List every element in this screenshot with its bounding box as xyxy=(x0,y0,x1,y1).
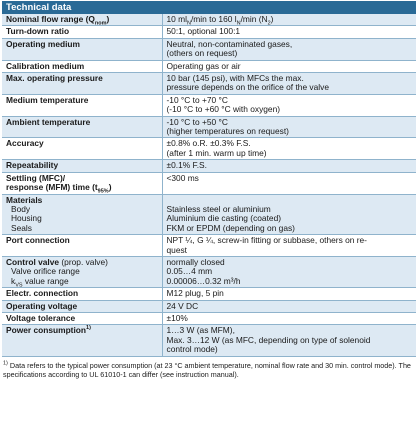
table-row xyxy=(2,73,416,95)
table-row xyxy=(2,60,416,72)
row-label: Nominal flow range $(Q_{nom})$ xyxy=(2,14,162,26)
row-label: Max. operating pressure xyxy=(2,73,162,95)
table-row xyxy=(2,138,416,160)
table-row xyxy=(2,235,416,257)
row-value: 24 V DC xyxy=(162,300,416,312)
table-row xyxy=(2,325,416,356)
row-value: Stainless steel or aluminium Aluminium die casting (coated) FKM or EPDM (depending on gas) xyxy=(162,194,416,235)
row-value: Neutral, non-contaminated gases, (others on request) xyxy=(162,38,416,60)
table-row xyxy=(2,26,416,38)
table-row xyxy=(2,256,416,287)
row-label: Operating voltage xyxy=(2,300,162,312)
table-row xyxy=(2,94,416,116)
table-row xyxy=(2,300,416,312)
table-header-title: Technical data xyxy=(2,1,416,14)
row-value: 10 bar (145 psi), with MFCs the max. pressure depends on the orifice of the valve xyxy=(162,73,416,95)
row-label: Port connection xyxy=(2,235,162,257)
row-label: Turn-down ratio xyxy=(2,26,162,38)
table-row xyxy=(2,194,416,235)
row-value: ±0.1% F.S. xyxy=(162,160,416,172)
table-body xyxy=(2,14,416,356)
row-label: Medium temperature xyxy=(2,94,162,116)
row-label: Ambient temperature xyxy=(2,116,162,138)
row-label: Voltage tolerance xyxy=(2,312,162,324)
footnote: $^{1)}$ Data refers to the typical power consumption (at 23 °C ambient temperature, nominal flow rate and 30 min. control mode). The specifications according to UL 61010-1 can differ (see instruction manual). xyxy=(3,360,411,379)
row-label: Power consumption$^{1)}$ xyxy=(2,325,162,356)
row-value: ±10% xyxy=(162,312,416,324)
row-value: M12 plug, 5 pin xyxy=(162,288,416,300)
row-label: Calibration medium xyxy=(2,60,162,72)
row-value: 1…3 W (as MFM), Max. 3…12 W (as MFC, depending on type of solenoid control mode) xyxy=(162,325,416,356)
table-row xyxy=(2,312,416,324)
row-value: -10 °C to +70 °C (-10 °C to +60 °C with oxygen) xyxy=(162,94,416,116)
row-value: 10 $ml_N/\min$ to 160 $l_N/\min$ $(N_2)$ xyxy=(162,14,416,26)
technical-data-table xyxy=(2,1,416,357)
table-row xyxy=(2,14,416,26)
row-value: Operating gas or air xyxy=(162,60,416,72)
row-label: Settling (MFC)/ response (MFM) time $(t_{95\%})$ xyxy=(2,172,162,194)
row-label: Control valve (prop. valve) Valve orifice range $k_{VS}$ value range xyxy=(2,256,162,287)
row-label: Repeatability xyxy=(2,160,162,172)
row-label: Materials Body Housing Seals xyxy=(2,194,162,235)
table-row xyxy=(2,288,416,300)
row-label: Electr. connection xyxy=(2,288,162,300)
table-row xyxy=(2,38,416,60)
row-value: ±0.8% o.R. ±0.3% F.S. (after 1 min. warm up time) xyxy=(162,138,416,160)
row-value: -10 °C to +50 °C (higher temperatures on request) xyxy=(162,116,416,138)
row-value: normally closed 0.05…4 mm 0.00006…0.32 m³/h xyxy=(162,256,416,287)
table-header-row xyxy=(2,1,416,14)
table-row xyxy=(2,160,416,172)
row-label: Accuracy xyxy=(2,138,162,160)
row-value: <300 ms xyxy=(162,172,416,194)
row-value: 50:1, optional 100:1 xyxy=(162,26,416,38)
row-label: Operating medium xyxy=(2,38,162,60)
table-row xyxy=(2,172,416,194)
row-value: NPT ¼, G ¼, screw-in fitting or subbase, others on re- quest xyxy=(162,235,416,257)
table-row xyxy=(2,116,416,138)
